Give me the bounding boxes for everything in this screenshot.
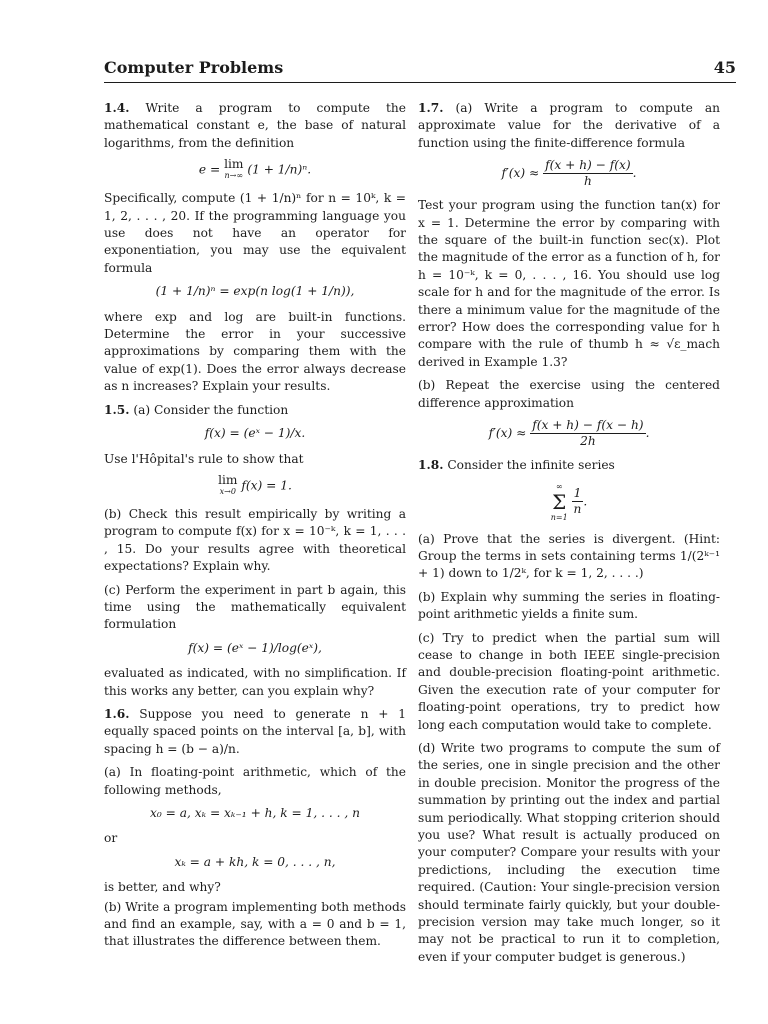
problem-text: (a) Prove that the series is divergent. (Hint: Group the terms in sets containing terms 1/(2ᵏ⁻¹ + 1) down to 1/2ᵏ, for k = 1, 2, . . . .) — [418, 531, 720, 581]
problem-1-6-intro — [104, 706, 406, 758]
problem-text: or — [104, 831, 118, 846]
problem-text: (b) Repeat the exercise using the centered difference approximation — [418, 378, 720, 410]
equation-harmonic-series: ∞ Σ n=1 $\frac{1}{n}$ . — [550, 481, 588, 522]
problem-label: 1.7. — [418, 101, 444, 115]
equation-recursive: x₀ = a, xₖ = xₖ₋₁ + h, k = 1, . . . , n — [150, 806, 360, 820]
limit-operator — [218, 474, 237, 498]
equation-text: e = — [198, 162, 225, 177]
problem-text: (a) Consider the function — [133, 402, 289, 417]
summation-upper: ∞ — [555, 481, 563, 491]
problem-text: (a) In floating-point arithmetic, which of the following methods, — [104, 765, 406, 797]
problem-1-8-intro — [418, 457, 720, 474]
problem-text: (c) Perform the experiment in part b again, this time using the mathematically equivalent formulation — [104, 582, 406, 632]
problem-text: Suppose you need to generate n + 1 equally spaced points on the interval [a, b], with spacing h = (b − a)/n. — [104, 706, 407, 756]
equation-forward-difference: f′(x) ≈ $\frac{f(x + h) - f(x)}{h}$ . — [501, 158, 637, 189]
fraction-denominator: 2h — [580, 434, 596, 449]
limit-operator — [224, 158, 243, 182]
problem-1-7 — [418, 100, 720, 449]
problem-text: (c) Try to predict when the partial sum will cease to change in both IEEE single-precision and double-precision floating-point arithmetic. Given the execution rate of your computer for floating-point operations, try to predict how long each computation would take to complete. — [418, 630, 720, 732]
problem-1-7-intro — [418, 100, 720, 152]
fraction-numerator: f(x + h) − f(x − h) — [532, 418, 644, 433]
right-column — [418, 100, 720, 972]
problem-1-5 — [104, 402, 406, 700]
equation-text: (1 + 1/n)ⁿ. — [243, 162, 312, 177]
equation-e-limit — [104, 158, 406, 182]
problem-text: Test your program using the function tan(x) for x = 1. Determine the error by comparing with the square of the built-in function sec(x). Plot the magnitude of the error as a function of h, for h = 10⁻ᵏ, k = 0, . . . , 16. You should use log scale for h and for the magnitude of the error. Is there a minimum value for the magnitude of the error? How does the corresponding value for h compare with the rule of thumb h ≈ √ε_mach derived in Example 1.3? — [418, 198, 720, 369]
problem-text: (b) Write a program implementing both methods and find an example, say, with a = 0 and b = 1, that illustrates the difference between them. — [104, 899, 406, 949]
fraction — [572, 486, 584, 517]
equation-f-x-log: f(x) = (eˣ − 1)/log(eˣ), — [188, 640, 322, 655]
equation-f-x: f(x) = (eˣ − 1)/x. — [204, 426, 306, 441]
problem-1-4 — [104, 100, 406, 396]
limit-text: lim — [224, 157, 244, 172]
section-title: Computer Problems — [104, 58, 284, 77]
problem-text: is better, and why? — [104, 880, 221, 895]
equation-exp-log: (1 + 1/n)ⁿ = exp(n log(1 + 1/n)), — [155, 284, 355, 299]
problem-1-5-intro — [104, 402, 406, 419]
problem-label: 1.5. — [104, 402, 130, 417]
summation-operator — [551, 481, 568, 523]
limit-subscript: n→∞ — [224, 171, 244, 181]
limit-subscript: x→0 — [219, 486, 236, 496]
page-header — [104, 56, 736, 83]
problem-text: (b) Check this result empirically by writing a program to compute f(x) for x = 10⁻ᵏ, k = 1, . . . , 15. Do your results agree with theoretical expectations? Explain why. — [104, 506, 406, 574]
equation-text: f′(x) ≈ — [488, 426, 531, 441]
fraction-denominator: n — [573, 502, 582, 516]
equation-centered-difference: f′(x) ≈ $\frac{f(x + h) - f(x - h)}{2h}$ . — [488, 418, 650, 449]
left-column — [104, 100, 406, 957]
problem-text: Specifically, compute (1 + 1/n)ⁿ for n = 10ᵏ, k = 1, 2, . . . , 20. If the programming language you use does not have an operator for exponentiation, you may use the equivalent formula — [104, 191, 406, 275]
fraction-numerator: f(x + h) − f(x) — [545, 158, 631, 173]
equation-limit-f — [104, 474, 406, 498]
problem-text: evaluated as indicated, with no simplification. If this works any better, can you explain why? — [104, 666, 406, 698]
problem-text: where exp and log are built-in functions. Determine the error in your successive approximations by comparing them with the value of exp(1). Does the error always decrease as n increases? Explain your results. — [104, 309, 406, 394]
problem-text: Use l'Hôpital's rule to show that — [104, 451, 304, 466]
problem-1-4-intro — [104, 100, 406, 152]
equation-text: f′(x) ≈ — [501, 166, 544, 181]
page-number: 45 — [713, 58, 736, 77]
problem-text: Write a program to compute the mathematical constant e, the base of natural logarithms, from the definition — [104, 101, 406, 150]
fraction-denominator: h — [583, 174, 592, 189]
problem-label: 1.6. — [104, 706, 130, 721]
problem-label: 1.8. — [418, 458, 444, 473]
problem-text: (b) Explain why summing the series in floating-point arithmetic yields a finite sum. — [418, 589, 720, 622]
problem-label: 1.4. — [104, 101, 130, 115]
fraction — [530, 418, 645, 449]
problem-text: (a) Write a program to compute an approximate value for the derivative of a function using the finite-difference formula — [418, 101, 720, 150]
problem-1-8 — [418, 457, 720, 966]
problem-text: (d) Write two programs to compute the sum of the series, one in single precision and the other in double precision. Monitor the progress of the summation by printing out the index and partial sum periodically. What stopping criterion should you use? What result is actually produced on your computer? Compare your results with your predictions, including the execution time required. (Caution: Your single-precision version should terminate fairly quickly, but your double-precision version may take much longer, so it may not be practical to run it to completion, even if your computer budget is generous.) — [418, 740, 720, 964]
fraction-numerator: 1 — [572, 486, 584, 502]
problem-text: Consider the infinite series — [447, 458, 615, 473]
problem-1-6 — [104, 706, 406, 951]
summation-lower: n=1 — [550, 512, 568, 522]
fraction — [543, 158, 633, 189]
equation-direct: xₖ = a + kh, k = 0, . . . , n, — [174, 854, 336, 869]
equation-text: f(x) = 1. — [237, 478, 292, 493]
summation-sign: Σ — [552, 489, 567, 514]
limit-text: lim — [218, 472, 238, 487]
